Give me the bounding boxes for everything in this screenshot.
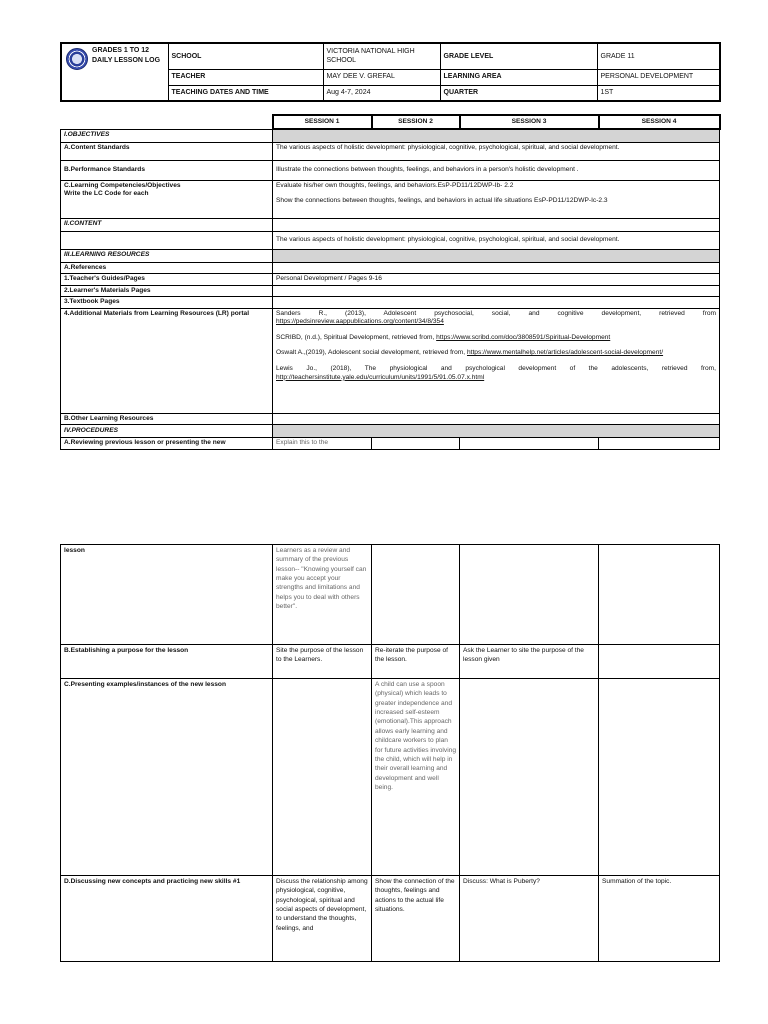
school-value: VICTORIA NATIONAL HIGH SCHOOL <box>323 43 440 69</box>
procedure-a-session-2 <box>372 545 460 645</box>
procedure-a-row <box>61 438 720 450</box>
competencies-label <box>61 180 273 218</box>
content-section-row <box>61 218 720 231</box>
procedure-c-session-2: A child can use a spoon (physical) which leads to greater independence and increased self-esteem (emotional).This approach allows early learning and childcare workers to plan for future activities involving the child, which will help in their overall learning and development and well being. <box>372 679 460 876</box>
procedure-c-row <box>61 679 720 876</box>
dates-label: TEACHING DATES AND TIME <box>168 85 323 101</box>
procedures-gray-bar <box>273 425 720 438</box>
content-blank-label <box>61 231 273 249</box>
procedure-d-session-4: Summation of the topic. <box>599 876 720 962</box>
content-standards-value: The various aspects of holistic development: physiological, cognitive, psychological, spiritual, and social development. <box>273 142 720 160</box>
procedure-d-session-1: Discuss the relationship among physiological, cognitive, psychological, spiritual and social aspects of development, to understand the thoughts, feelings, and <box>273 876 372 962</box>
reference-1 <box>276 310 716 327</box>
resources-section-row <box>61 249 720 262</box>
procedure-b-session-1: Site the purpose of the lesson to the Learners. <box>273 645 372 679</box>
additional-materials-row <box>61 308 720 413</box>
procedure-b-session-3: Ask the Learner to site the purpose of the lesson given <box>460 645 599 679</box>
other-resources-label: B.Other Learning Resources <box>61 413 273 425</box>
procedure-a-session-2-top <box>372 438 460 450</box>
teachers-guide-label: 1.Teacher's Guides/Pages <box>61 274 273 286</box>
logo-line-2: DAILY LESSON LOG <box>92 57 161 65</box>
reference-2-text: SCRIBD, (n.d.), Spiritual Development, retrieved from, <box>276 333 435 341</box>
session-header-row <box>61 115 720 129</box>
additional-materials-label: 4.Additional Materials from Learning Resources (LR) portal <box>61 308 273 413</box>
objectives-section-row <box>61 129 720 142</box>
header-table <box>60 42 721 102</box>
content-blank-cell <box>273 218 720 231</box>
objectives-gray-bar <box>273 129 720 142</box>
reference-4-text: Lewis Jo., (2018), The physiological and psychological development of the adolescents, retrieved from, <box>276 365 716 372</box>
procedure-c-session-4 <box>599 679 720 876</box>
procedure-b-session-4 <box>599 645 720 679</box>
procedures-section-row <box>61 425 720 438</box>
procedure-a-label-continued: lesson <box>61 545 273 645</box>
objectives-title: I.OBJECTIVES <box>61 129 273 142</box>
content-title: II.CONTENT <box>61 218 273 231</box>
reference-2-link[interactable]: https://www.scribd.com/doc/3808591/Spiritual-Development <box>436 333 611 341</box>
competency-2: Show the connections between thoughts, feelings, and behaviors in actual life situations EsP-PD11/12DWP-Ic-2.3 <box>276 197 608 205</box>
reference-1-text: Sanders R., (2013), Adolescent psychosocial, social, and cognitive development, retrieved from <box>276 309 716 317</box>
additional-materials-value <box>273 308 720 413</box>
procedure-a-session-1-top: Explain this to the <box>273 438 372 450</box>
teacher-value: MAY DEE V. GREFAL <box>323 69 440 85</box>
procedure-a-continued-row <box>61 545 720 645</box>
competencies-label-line-2: Write the LC Code for each <box>64 190 149 198</box>
performance-standards-value: Illustrate the connections between thoughts, feelings, and behaviors in a person's holistic development . <box>273 160 720 180</box>
dates-value: Aug 4-7, 2024 <box>323 85 440 101</box>
other-resources-row <box>61 413 720 425</box>
quarter-value: 1ST <box>597 85 720 101</box>
procedure-c-session-1 <box>273 679 372 876</box>
procedure-d-session-3: Discuss: What is Puberty? <box>460 876 599 962</box>
lesson-log-table <box>60 114 721 450</box>
procedures-title: IV.PROCEDURES <box>61 425 273 438</box>
content-value: The various aspects of holistic development: physiological, cognitive, psychological, spiritual, and social development. <box>273 231 720 249</box>
resources-title: III.LEARNING RESOURCES <box>61 249 273 262</box>
other-resources-value <box>273 413 720 425</box>
logo-cell <box>61 43 168 101</box>
teacher-label: TEACHER <box>168 69 323 85</box>
competency-1: Evaluate his/her own thoughts, feelings, and behaviors.EsP-PD11/12DWP-Ib- 2.2 <box>276 181 514 189</box>
session-1-header: SESSION 1 <box>273 115 372 129</box>
content-standards-row <box>61 142 720 160</box>
performance-standards-row <box>61 160 720 180</box>
procedure-a-session-1: Learners as a review and summary of the previous lesson-- "Knowing yourself can make you accept your strengths and limitations and helps you to deal with others better". <box>273 545 372 645</box>
performance-standards-label: B.Performance Standards <box>61 160 273 180</box>
procedure-a-session-3 <box>460 545 599 645</box>
procedure-d-label: D.Discussing new concepts and practicing new skills #1 <box>61 876 273 962</box>
resources-gray-bar <box>273 249 720 262</box>
school-label: SCHOOL <box>168 43 323 69</box>
competencies-label-line-1: C.Learning Competencies/Objectives <box>64 181 181 189</box>
procedure-b-row <box>61 645 720 679</box>
procedure-a-session-4 <box>599 545 720 645</box>
procedure-c-session-3 <box>460 679 599 876</box>
reference-1-link[interactable]: https://pedsinreview.aappublications.org/content/34/8/354 <box>276 318 444 326</box>
learning-area-value: PERSONAL DEVELOPMENT <box>597 69 720 85</box>
session-4-header: SESSION 4 <box>599 115 720 129</box>
procedure-a-session-3-top <box>460 438 599 450</box>
competencies-value <box>273 180 720 218</box>
logo-line-1: GRADES 1 TO 12 <box>92 47 150 54</box>
references-label: A.References <box>61 262 273 274</box>
procedure-d-session-2: Show the connection of the thoughts, feelings and actions to the actual life situations. <box>372 876 460 962</box>
session-blank-cell <box>61 115 273 129</box>
teachers-guide-value: Personal Development / Pages 9-16 <box>273 274 720 286</box>
procedure-b-session-2: Re-iterate the purpose of the lesson. <box>372 645 460 679</box>
session-2-header: SESSION 2 <box>372 115 460 129</box>
grade-level-value: GRADE 11 <box>597 43 720 69</box>
references-value <box>273 262 720 274</box>
logo-title <box>92 46 160 66</box>
procedure-b-label: B.Establishing a purpose for the lesson <box>61 645 273 679</box>
procedures-table-continued <box>60 544 720 962</box>
content-row <box>61 231 720 249</box>
content-standards-label: A.Content Standards <box>61 142 273 160</box>
procedure-c-label: C.Presenting examples/instances of the new lesson <box>61 679 273 876</box>
procedure-a-label: A.Reviewing previous lesson or presenting the new <box>61 438 273 450</box>
textbook-value <box>273 297 720 309</box>
reference-2 <box>276 334 716 343</box>
competencies-row <box>61 180 720 218</box>
grade-level-label: GRADE LEVEL <box>440 43 597 69</box>
textbook-label: 3.Textbook Pages <box>61 297 273 309</box>
reference-4-link[interactable]: http://teachersinstitute.yale.edu/curriculum/units/1991/5/91.05.07.x.html <box>276 373 485 381</box>
session-3-header: SESSION 3 <box>460 115 599 129</box>
reference-4 <box>276 365 716 382</box>
procedure-a-session-4-top <box>599 438 720 450</box>
reference-3-text: Oswalt A.,(2019), Adolescent social development, retrieved from, <box>276 349 466 357</box>
reference-3-link[interactable]: https://www.mentalhelp.net/articles/adolescent-social-development/ <box>466 349 664 357</box>
textbook-row <box>61 297 720 309</box>
reference-3 <box>276 349 716 358</box>
quarter-label: QUARTER <box>440 85 597 101</box>
teachers-guide-row <box>61 274 720 286</box>
procedure-d-row <box>61 876 720 962</box>
references-row <box>61 262 720 274</box>
learning-area-label: LEARNING AREA <box>440 69 597 85</box>
learners-materials-value <box>273 285 720 297</box>
learners-materials-row <box>61 285 720 297</box>
learners-materials-label: 2.Learner's Materials Pages <box>61 285 273 297</box>
deped-seal-icon <box>66 48 88 70</box>
